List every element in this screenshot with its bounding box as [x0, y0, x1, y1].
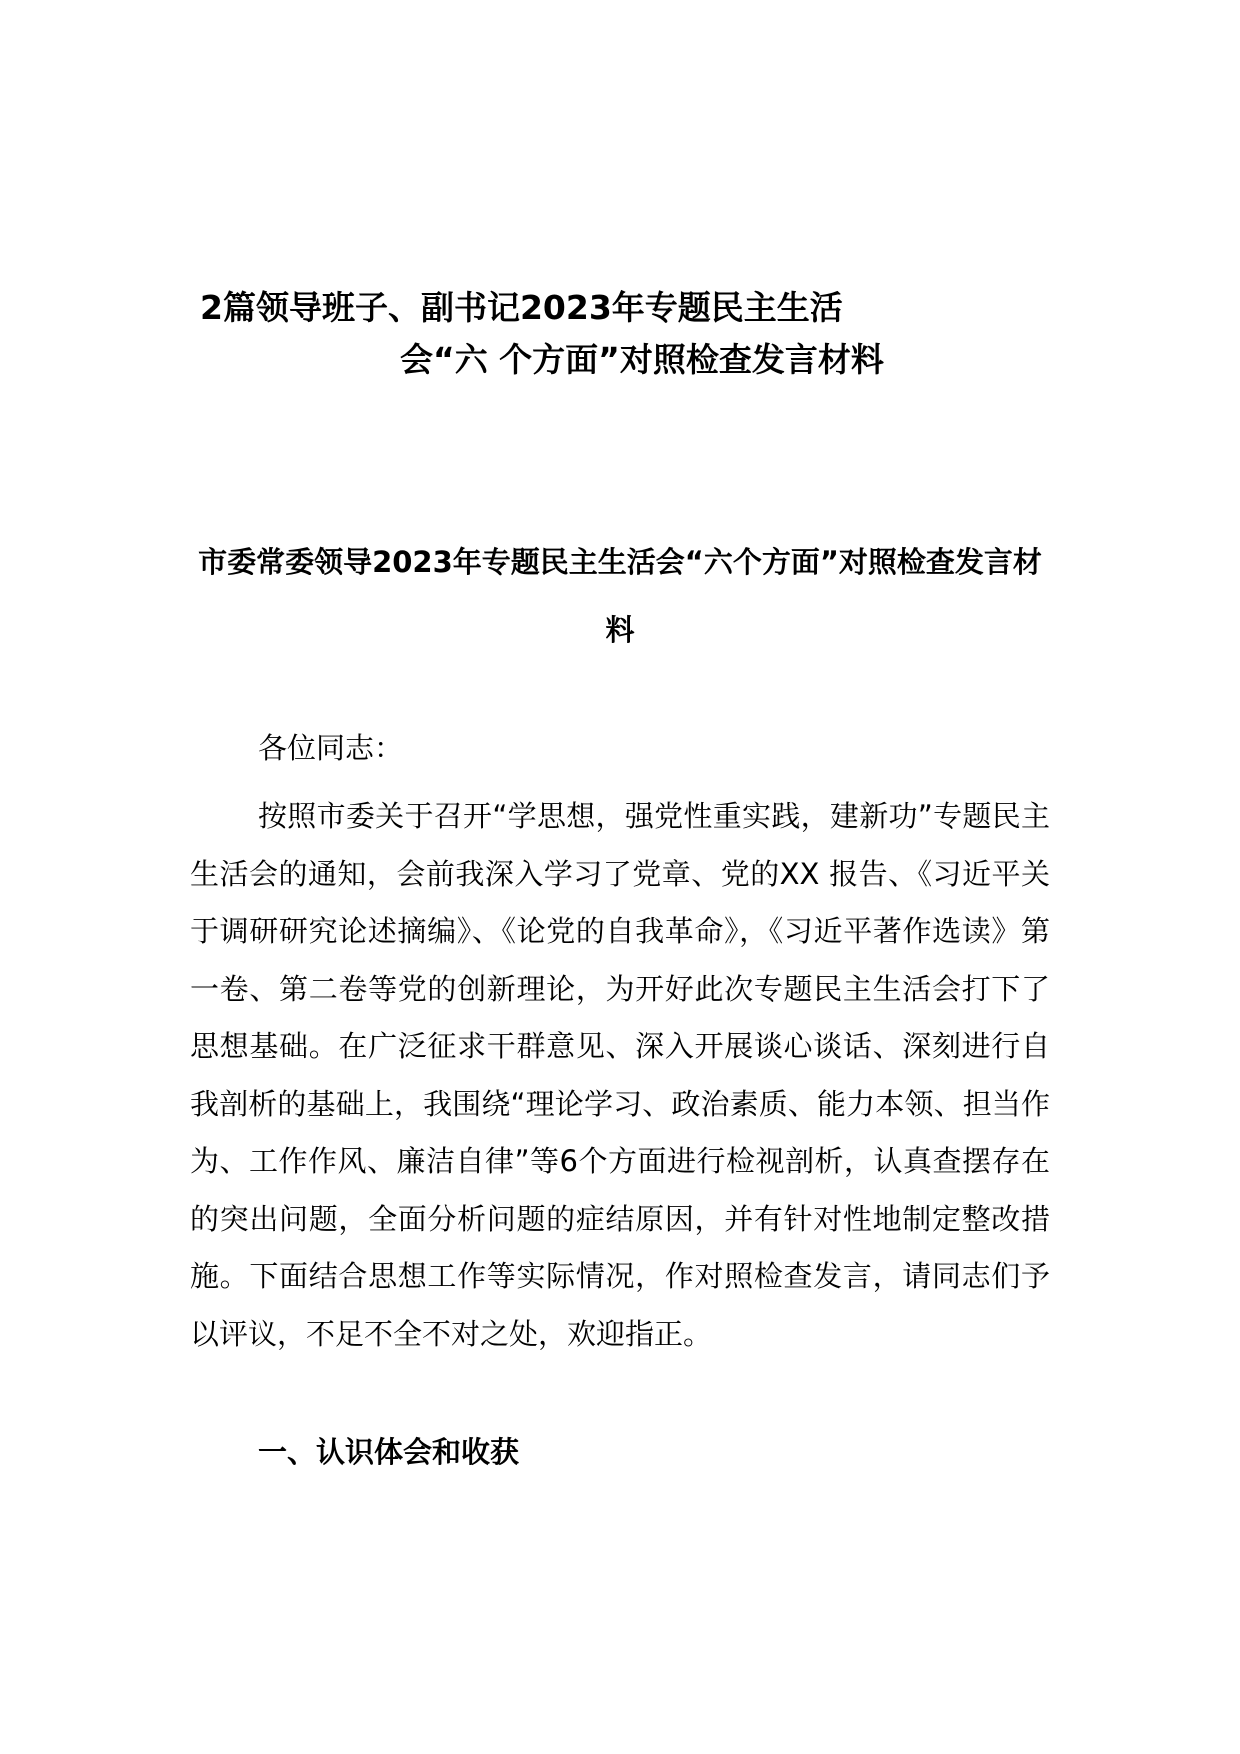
document-title-line-2: 会“六 个方面”对照检查发言材料: [400, 340, 884, 379]
document-title-line-1: 2篇领导班子、副书记2023年专题民主生活: [200, 288, 843, 327]
salutation: 各位同志：: [258, 731, 404, 765]
section-title: 市委常委领导2023年专题民主生活会“六个方面”对照检查发言材料: [198, 545, 1042, 647]
body-paragraph: 按照市委关于召开“学思想，强党性重实践，建新功”专题民主生活会的通知，会前我深入学习了党章、党的XX 报告、《习近平关于调研研究论述摘编》、《论党的自我革命》，《习近平著作选读》第一卷、第二卷等党的创新理论，为开好此次专题民主生活会打下了思想基础。在广泛征求干群意见、深入开展谈心谈话、深刻进行自我剖析的基础上，我围绕“理论学习、政治素质、能力本领、担当作为、工作作风、廉洁自律”等6个方面进行检视剖析，认真查摆存在的突出问题，全面分析问题的症结原因，并有针对性地制定整改措施。下面结合思想工作等实际情况，作对照检查发言，请同志们予以评议，不足不全不对之处，欢迎指正。: [190, 799, 1050, 1351]
document-title: [200, 282, 960, 386]
section-heading-1: 一、认识体会和收获: [258, 1435, 520, 1469]
